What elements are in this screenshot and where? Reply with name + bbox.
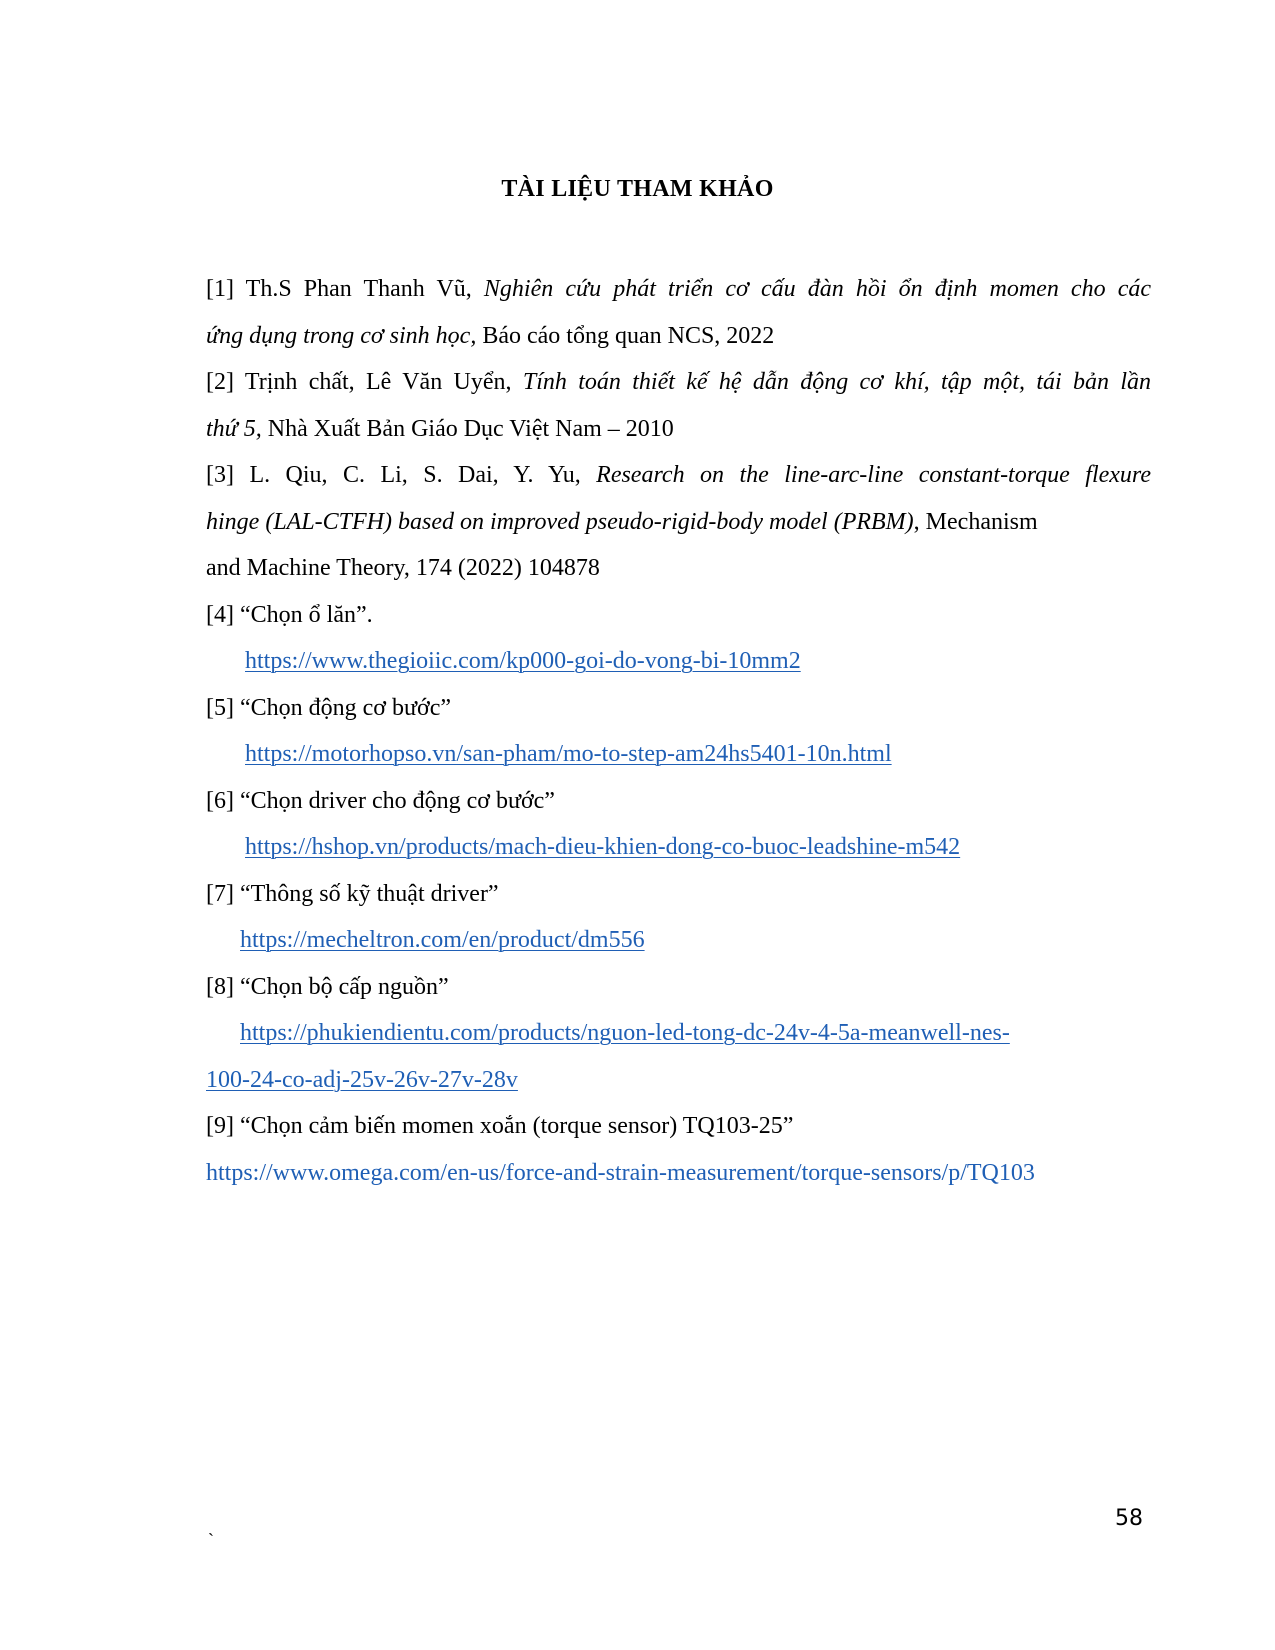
reference-number: [1] — [206, 276, 246, 302]
reference-source: Báo cáo tổng quan NCS, 2022 — [476, 322, 775, 349]
reference-8-link[interactable]: https://phukiendientu.com/products/nguon-led-tong-dc-24v-4-5a-meanwell-nes- — [240, 1020, 1010, 1046]
reference-title-cont: thứ 5, — [206, 415, 262, 442]
reference-7-link[interactable]: https://mecheltron.com/en/product/dm556 — [240, 927, 645, 953]
reference-title: Research on the line-arc-line constant-torque flexure — [596, 462, 1151, 488]
reference-title: Tính toán thiết kế hệ dẫn động cơ khí, tập một, tái bản lần — [522, 369, 1151, 395]
reference-title-cont: ứng dụng trong cơ sinh học, — [206, 322, 477, 349]
stray-mark: ` — [208, 1530, 214, 1550]
reference-list — [206, 266, 1151, 1196]
reference-4-label: [4] “Chọn ổ lăn”. — [206, 601, 373, 628]
reference-number: [2] — [206, 369, 245, 395]
reference-authors: Th.S Phan Thanh Vũ, — [245, 276, 484, 302]
reference-source: Nhà Xuất Bản Giáo Dục Việt Nam – 2010 — [261, 415, 674, 442]
reference-3-line-3 — [206, 545, 1151, 592]
reference-8-link-cont[interactable]: 100-24-co-adj-25v-26v-27v-28v — [206, 1066, 518, 1093]
reference-3-line-1 — [206, 452, 1151, 499]
reference-2-line-2 — [206, 406, 1151, 453]
reference-5-label: [5] “Chọn động cơ bước” — [206, 694, 451, 721]
reference-7-label: [7] “Thông số kỹ thuật driver” — [206, 880, 499, 907]
reference-9-url — [206, 1150, 1151, 1197]
page-title: TÀI LIỆU THAM KHẢO — [501, 176, 774, 202]
reference-number: [3] — [206, 462, 250, 488]
reference-8-url-line-2 — [206, 1057, 1151, 1104]
page-number: 58 — [1115, 1506, 1143, 1531]
reference-6-url — [206, 824, 1151, 871]
reference-6-link[interactable]: https://hshop.vn/products/mach-dieu-khien-dong-co-buoc-leadshine-m542 — [245, 834, 961, 860]
reference-authors: Trịnh chất, Lê Văn Uyển, — [244, 369, 523, 395]
reference-7-url — [206, 917, 1151, 964]
reference-5-link[interactable]: https://motorhopso.vn/san-pham/mo-to-step-am24hs5401-10n.html — [245, 741, 892, 767]
reference-4-url — [206, 638, 1151, 685]
reference-title: Nghiên cứu phát triển cơ cấu đàn hồi ổn định momen cho các — [483, 276, 1151, 302]
reference-3-line-2 — [206, 499, 1151, 546]
reference-authors: L. Qiu, C. Li, S. Dai, Y. Yu, — [249, 462, 597, 488]
reference-5-url — [206, 731, 1151, 778]
reference-2-line-1 — [206, 359, 1151, 406]
reference-4-link[interactable]: https://www.thegioiic.com/kp000-goi-do-vong-bi-10mm2 — [245, 648, 801, 674]
reference-1-line-1 — [206, 266, 1151, 313]
reference-8-url-line-1 — [206, 1010, 1151, 1057]
reference-8-label: [8] “Chọn bộ cấp nguồn” — [206, 973, 449, 1000]
reference-title-cont: hinge (LAL-CTFH) based on improved pseudo-rigid-body model (PRBM) — [206, 508, 914, 535]
reference-source: , Mechanism — [913, 508, 1038, 535]
reference-6-label: [6] “Chọn driver cho động cơ bước” — [206, 787, 555, 814]
reference-source-cont: and Machine Theory, 174 (2022) 104878 — [206, 555, 600, 581]
reference-9-link[interactable]: https://www.omega.com/en-us/force-and-strain-measurement/torque-sensors/p/TQ103 — [206, 1159, 1035, 1186]
reference-9-label: [9] “Chọn cảm biến momen xoắn (torque sensor) TQ103-25” — [206, 1113, 794, 1139]
reference-1-line-2 — [206, 313, 1151, 360]
